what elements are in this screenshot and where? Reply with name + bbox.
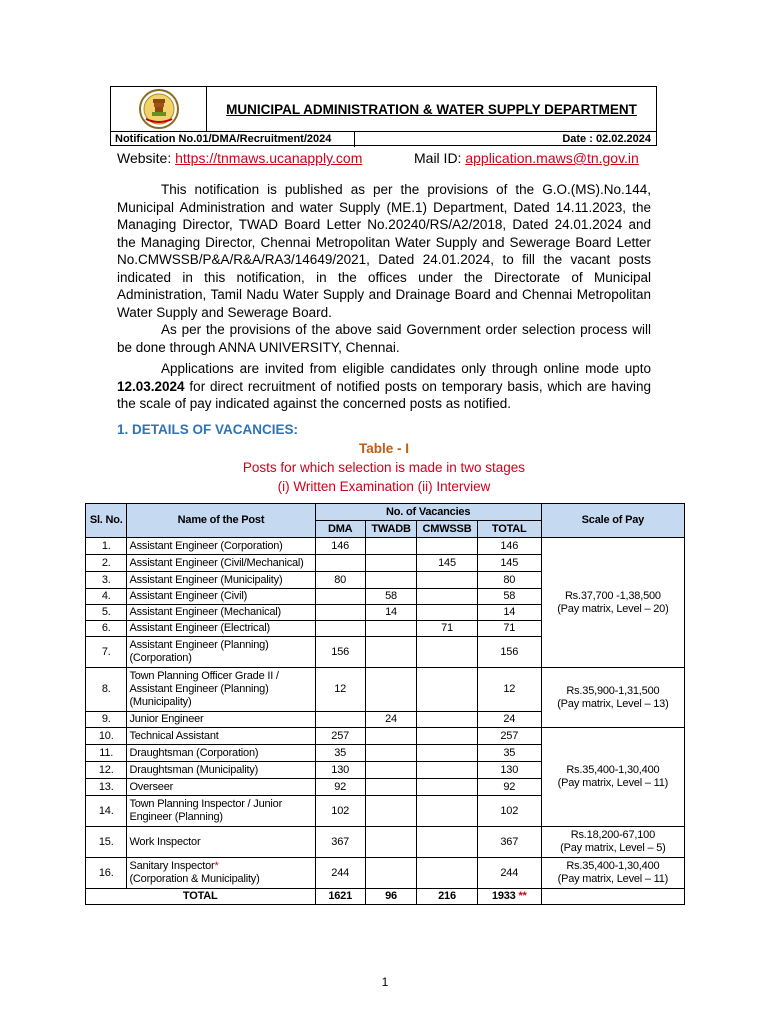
post-name: Assistant Engineer (Mechanical) xyxy=(127,605,315,621)
table-row xyxy=(86,858,685,889)
last-date: 12.03.2024 xyxy=(117,378,185,394)
dma-count: 367 xyxy=(315,827,365,858)
total-cmwssb: 216 xyxy=(417,889,477,905)
post-name: Assistant Engineer (Corporation) xyxy=(127,538,315,555)
twadb-count xyxy=(365,796,416,827)
total-label: TOTAL xyxy=(86,889,316,905)
applications-paragraph xyxy=(117,360,651,413)
row-number: 7. xyxy=(86,637,127,668)
cmwssb-count xyxy=(417,668,477,712)
applications-text-b: for direct recruitment of notified posts on temporary basis, which are having the scale of pay indicated against the concerned posts as notified. xyxy=(117,378,651,411)
total-count: 58 xyxy=(477,589,541,605)
post-name: Town Planning Inspector / Junior Engineer (Planning) xyxy=(127,796,315,827)
table-row xyxy=(86,827,685,858)
header-dma: DMA xyxy=(315,521,365,538)
pay-scale-amount: Rs.35,400-1,30,400 xyxy=(566,764,660,776)
row-number: 15. xyxy=(86,827,127,858)
twadb-count xyxy=(365,779,416,796)
cmwssb-count xyxy=(417,712,477,728)
table-caption-exams: (i) Written Examination (ii) Interview xyxy=(277,479,491,494)
row-number: 12. xyxy=(86,762,127,779)
website-line xyxy=(117,150,362,166)
row-number: 16. xyxy=(86,858,127,889)
twadb-count xyxy=(365,827,416,858)
grand-total-mark: ** xyxy=(518,890,527,902)
table-caption-stages: Posts for which selection is made in two stages xyxy=(242,460,526,475)
twadb-count xyxy=(365,621,416,637)
twadb-count: 14 xyxy=(365,605,416,621)
post-name: Junior Engineer xyxy=(127,712,315,728)
website-link[interactable]: https://tnmaws.ucanapply.com xyxy=(175,150,363,166)
selection-paragraph: As per the provisions of the above said Government order selection process will be done through ANNA UNIVERSITY, Chennai. xyxy=(117,322,651,355)
post-name: Assistant Engineer (Civil) xyxy=(127,589,315,605)
twadb-count: 58 xyxy=(365,589,416,605)
post-name: Draughtsman (Municipality) xyxy=(127,762,315,779)
total-count: 244 xyxy=(477,858,541,889)
cmwssb-count xyxy=(417,589,477,605)
dma-count xyxy=(315,555,365,572)
website-label: Website: xyxy=(117,150,172,166)
footnote-mark: * xyxy=(214,860,219,872)
row-number: 13. xyxy=(86,779,127,796)
pay-matrix: (Pay matrix, Level – 13) xyxy=(557,697,669,710)
twadb-count xyxy=(365,538,416,555)
department-title: MUNICIPAL ADMINISTRATION & WATER SUPPLY DEPARTMENT xyxy=(226,101,637,117)
pay-matrix: (Pay matrix, Level – 11) xyxy=(557,873,669,885)
tamil-nadu-emblem-icon xyxy=(137,88,181,130)
row-number: 1. xyxy=(86,538,127,555)
post-name: Assistant Engineer (Civil/Mechanical) xyxy=(127,555,315,572)
row-number: 4. xyxy=(86,589,127,605)
section-heading: 1. DETAILS OF VACANCIES: xyxy=(117,422,299,437)
total-count: 130 xyxy=(477,762,541,779)
cmwssb-count xyxy=(417,796,477,827)
row-number: 2. xyxy=(86,555,127,572)
header-twadb: TWADB xyxy=(365,521,416,538)
post-name: Overseer xyxy=(127,779,315,796)
pay-matrix: (Pay matrix, Level – 5) xyxy=(560,842,666,854)
total-count: 367 xyxy=(477,827,541,858)
total-count: 71 xyxy=(477,621,541,637)
post-name: Assistant Engineer (Planning) (Corporation) xyxy=(127,637,315,668)
cmwssb-count: 71 xyxy=(417,621,477,637)
dma-count: 12 xyxy=(315,668,365,712)
notification-date: Date : 02.02.2024 xyxy=(562,133,651,145)
pay-scale-level-20 xyxy=(541,538,684,668)
row-number: 11. xyxy=(86,745,127,762)
dma-count: 244 xyxy=(315,858,365,889)
dma-count xyxy=(315,712,365,728)
pay-scale-amount: Rs.35,900-1,31,500 xyxy=(566,684,660,697)
total-count: 80 xyxy=(477,572,541,589)
cmwssb-count xyxy=(417,745,477,762)
twadb-count xyxy=(365,555,416,572)
twadb-count xyxy=(365,762,416,779)
post-name: Technical Assistant xyxy=(127,728,315,745)
row-number: 9. xyxy=(86,712,127,728)
header-vacancies: No. of Vacancies xyxy=(315,504,541,521)
cmwssb-count xyxy=(417,827,477,858)
total-count: 146 xyxy=(477,538,541,555)
mail-link[interactable]: application.maws@tn.gov.in xyxy=(465,150,639,166)
dma-count: 80 xyxy=(315,572,365,589)
dma-count xyxy=(315,621,365,637)
total-count: 12 xyxy=(477,668,541,712)
table-label: Table - I xyxy=(358,441,409,456)
total-twadb: 96 xyxy=(365,889,416,905)
mail-line xyxy=(414,150,639,166)
cmwssb-count: 145 xyxy=(417,555,477,572)
post-name xyxy=(127,858,315,889)
dma-count: 102 xyxy=(315,796,365,827)
twadb-count xyxy=(365,572,416,589)
pay-scale-level-11 xyxy=(541,728,684,827)
header-total: TOTAL xyxy=(477,521,541,538)
intro-paragraph: This notification is published as per the provisions of the G.O.(MS).No.144, Municipal Administration and water Supply (ME.1) Department, Dated 14.11.2023, the Managing Director, TWAD Board Letter No.20240/RS/A2/2018, Dated 24.01.2024 and the Managing Director, Chennai Metropolitan Water Supply and Sewerage Board Letter No.CMWSSB/P&A/R&A/RA3/14649/2021, Dated 24.01.2024, to fill the vacant posts indicated in this notification, in the offices under the Directorate of Municipal Administration, Tamil Nadu Water Supply and Drainage Board and Chennai Metropolitan Water Supply and Sewerage Board. xyxy=(117,182,651,320)
total-count: 257 xyxy=(477,728,541,745)
table-row xyxy=(86,668,685,712)
dma-count: 257 xyxy=(315,728,365,745)
post-name: Assistant Engineer (Municipality) xyxy=(127,572,315,589)
header-post-name: Name of the Post xyxy=(127,504,315,538)
total-count: 14 xyxy=(477,605,541,621)
twadb-count: 24 xyxy=(365,712,416,728)
total-count: 102 xyxy=(477,796,541,827)
twadb-count xyxy=(365,745,416,762)
total-dma: 1621 xyxy=(315,889,365,905)
total-count: 92 xyxy=(477,779,541,796)
cmwssb-count xyxy=(417,762,477,779)
twadb-count xyxy=(365,728,416,745)
table-row xyxy=(86,538,685,555)
row-number: 5. xyxy=(86,605,127,621)
header-cmwssb: CMWSSB xyxy=(417,521,477,538)
notification-row xyxy=(111,131,656,147)
twadb-count xyxy=(365,637,416,668)
twadb-count xyxy=(365,858,416,889)
applications-text-a: Applications are invited from eligible candidates only through online mode upto xyxy=(161,361,651,376)
pay-scale-amount: Rs.35,400-1,30,400 xyxy=(566,860,660,872)
cmwssb-count xyxy=(417,572,477,589)
twadb-count xyxy=(365,668,416,712)
page-number: 1 xyxy=(381,975,389,989)
post-name-main: Sanitary Inspector xyxy=(129,860,215,872)
total-pay-empty xyxy=(541,889,684,905)
grand-total xyxy=(477,889,541,905)
total-count: 24 xyxy=(477,712,541,728)
pay-scale-amount: Rs.18,200-67,100 xyxy=(570,829,656,841)
total-count: 156 xyxy=(477,637,541,668)
row-number: 14. xyxy=(86,796,127,827)
cmwssb-count xyxy=(417,728,477,745)
vacancies-table xyxy=(85,503,685,905)
dma-count: 35 xyxy=(315,745,365,762)
total-row xyxy=(86,889,685,905)
row-number: 6. xyxy=(86,621,127,637)
pay-scale-amount: Rs.37,700 -1,38,500 xyxy=(564,589,661,602)
cmwssb-count xyxy=(417,637,477,668)
grand-total-value: 1933 xyxy=(491,890,516,902)
row-number: 10. xyxy=(86,728,127,745)
mail-label: Mail ID: xyxy=(414,150,462,166)
pay-scale-level-5 xyxy=(541,827,684,858)
cmwssb-count xyxy=(417,538,477,555)
dma-count xyxy=(315,589,365,605)
post-name: Draughtsman (Corporation) xyxy=(127,745,315,762)
header-sl-no: Sl. No. xyxy=(86,504,127,538)
header-box xyxy=(110,86,657,146)
emblem-cell xyxy=(111,87,207,131)
pay-matrix: (Pay matrix, Level – 20) xyxy=(557,602,669,615)
cmwssb-count xyxy=(417,858,477,889)
dma-count: 130 xyxy=(315,762,365,779)
header-scale-of-pay: Scale of Pay xyxy=(541,504,684,538)
total-count: 35 xyxy=(477,745,541,762)
pay-scale-level-13 xyxy=(541,668,684,728)
cmwssb-count xyxy=(417,605,477,621)
cmwssb-count xyxy=(417,779,477,796)
notification-divider xyxy=(354,132,355,147)
pay-matrix: (Pay matrix, Level – 11) xyxy=(557,777,669,789)
dma-count: 156 xyxy=(315,637,365,668)
row-number: 3. xyxy=(86,572,127,589)
post-name: Work Inspector xyxy=(127,827,315,858)
pay-scale-level-11-b xyxy=(541,858,684,889)
dma-count: 92 xyxy=(315,779,365,796)
dma-count xyxy=(315,605,365,621)
post-name: Town Planning Officer Grade II / Assistant Engineer (Planning) (Municipality) xyxy=(127,668,315,712)
dma-count: 146 xyxy=(315,538,365,555)
notification-number: Notification No.01/DMA/Recruitment/2024 xyxy=(115,133,332,145)
post-name: Assistant Engineer (Electrical) xyxy=(127,621,315,637)
table-row xyxy=(86,728,685,745)
row-number: 8. xyxy=(86,668,127,712)
post-name-sub: (Corporation & Municipality) xyxy=(129,873,260,885)
total-count: 145 xyxy=(477,555,541,572)
